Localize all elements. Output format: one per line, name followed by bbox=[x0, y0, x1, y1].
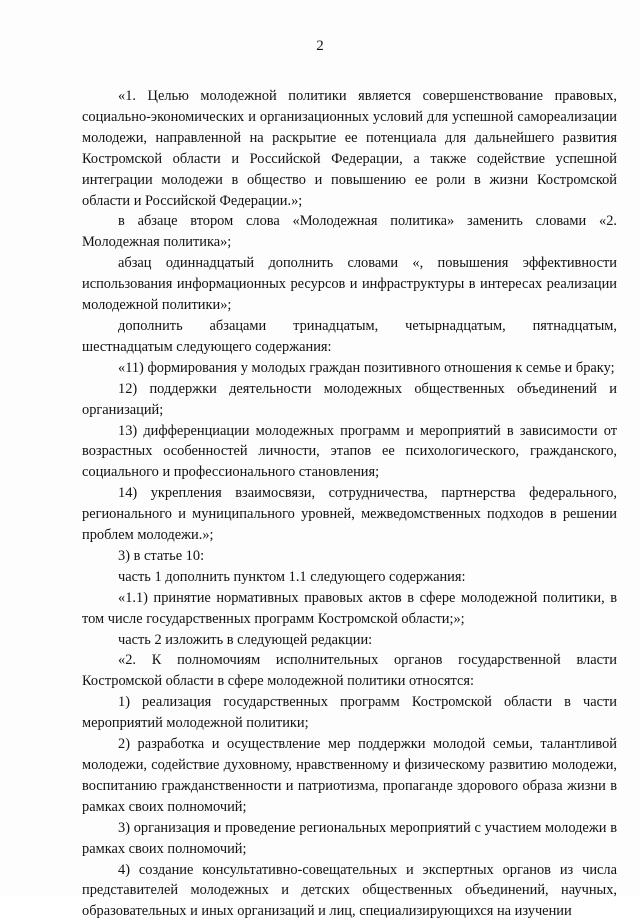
paragraph-item-12: 12) поддержки деятельности молодежных общественных объединений и организаций; bbox=[82, 380, 617, 418]
paragraph-item-14: 14) укрепления взаимосвязи, сотрудничества, партнерства федерального, регионального и муниципального уровней, межведомственных подходов в решении проблем молодежи.»; bbox=[82, 485, 617, 544]
paragraph-add-paragraphs: дополнить абзацами тринадцатым, четырнадцатым, пятнадцатым, шестнадцатым следующего содержания: bbox=[82, 317, 617, 355]
paragraph-item-13: 13) дифференциации молодежных программ и мероприятий в зависимости от возрастных особенностей личности, этапов ее психологического, гражданского, социального и профессионального становления; bbox=[82, 422, 617, 481]
paragraph-article-10: 3) в статье 10: bbox=[118, 547, 205, 564]
paragraph-item-11: «11) формирования у молодых граждан позитивного отношения к семье и браку; bbox=[118, 359, 615, 376]
paragraph-power-4: 4) создание консультативно-совещательных и экспертных органов из числа представителей молодежных и детских общественных объединений, научных, образовательных и иных организаций и лиц, специализирующихся на изучении bbox=[82, 861, 617, 920]
paragraph-amend-second: в абзаце втором слова «Молодежная политика» заменить словами «2. Молодежная политика»; bbox=[82, 213, 617, 251]
paragraph-power-2: 2) разработка и осуществление мер поддержки молодой семьи, талантливой молодежи, содействие духовному, нравственному и физическому развитию молодежи, воспитанию гражданственности и патриотизма, пропаганде здорового образа жизни в рамках своих полномочий; bbox=[82, 736, 617, 815]
paragraph-powers-intro: «2. К полномочиям исполнительных органов государственной власти Костромской области в сфере молодежной политики относятся: bbox=[82, 652, 617, 690]
paragraph-part-1: часть 1 дополнить пунктом 1.1 следующего содержания: bbox=[118, 568, 466, 585]
paragraph-goal: «1. Целью молодежной политики является совершенствование правовых, социально-экономических и организационных условий для успешной самореализации молодежи, направленной на раскрытие ее потенциала для дальнейшего развития Костромской области и Российской Федерации, а также содействие успешной интеграции молодежи в общество и повышению ее роли в жизни Костромской области и Российской Федерации.»; bbox=[82, 88, 617, 209]
paragraph-amend-eleventh: абзац одиннадцатый дополнить словами «, повышения эффективности использования информационных ресурсов и инфраструктуры в интересах реализации молодежной политики»; bbox=[82, 255, 617, 314]
paragraph-power-1: 1) реализация государственных программ Костромской области в части мероприятий молодежной политики; bbox=[82, 694, 617, 732]
paragraph-power-3: 3) организация и проведение региональных мероприятий с участием молодежи в рамках своих полномочий; bbox=[82, 819, 617, 857]
page-number: 2 bbox=[316, 38, 324, 54]
paragraph-item-1-1: «1.1) принятие нормативных правовых актов в сфере молодежной политики, в том числе государственных программ Костромской области;»; bbox=[82, 589, 617, 627]
paragraph-part-2: часть 2 изложить в следующей редакции: bbox=[118, 631, 373, 648]
document-body bbox=[82, 86, 617, 922]
